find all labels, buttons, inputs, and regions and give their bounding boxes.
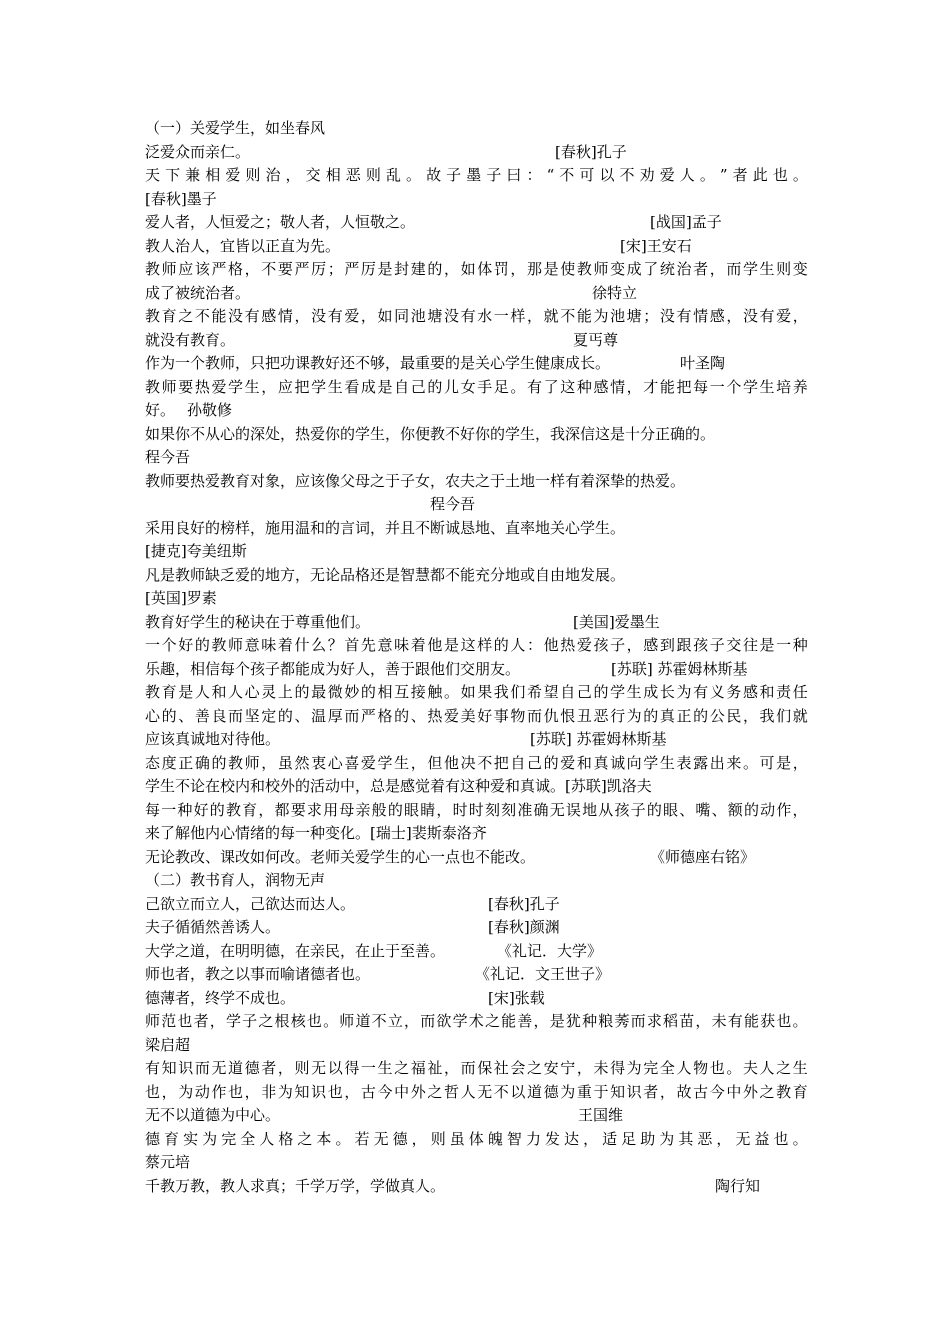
line-text: [捷克]夸美纽斯 [145,542,247,560]
line-text: 教人治人，宜皆以正直为先。 [145,236,341,255]
line-text: 教 师 应 该 严 格 ， 不 要 严 厉 ； 严 厉 是 封 建 的 ， 如 体 罚 ， 那 是 使 教 师 变 成 了 统 治 者 ， 而 学 生 则 变 [145,260,808,278]
text-line [145,188,808,212]
text-line [145,893,808,917]
text-line [145,540,808,564]
line-text: 心 的 、 善 良 而 坚 定 的 、 温 厚 而 严 格 的 、 热 爱 美 好 事 物 而 仇 恨 丑 恶 行 为 的 真 正 的 公 民 ， 我 们 就 [145,706,808,725]
attribution: 徐特立 [592,283,638,302]
line-text: 教 育 是 人 和 人 心 灵 上 的 最 微 妙 的 相 互 接 触 。 如 果 我 们 希 望 自 己 的 学 生 成 长 为 有 义 务 感 和 责 任 [145,683,808,701]
line-text: 成了被统治者。 [145,283,251,302]
text-line [145,775,808,799]
line-text: [春秋]墨子 [145,189,217,208]
line-text: 一 个 好 的 教 师 意 味 着 什 么 ？ 首 先 意 味 着 他 是 这 样 的 人 ： 他 热 爱 孩 子 ， 感 到 跟 孩 子 交 往 是 一 种 [145,636,808,654]
line-text: 德 育 实 为 完 全 人 格 之 本 。 若 无 德 ， 则 虽 体 魄 智 力 发 达 ， 适 足 助 为 其 恶 ， 无 益 也 。 [145,1129,808,1148]
line-text: 就没有教育。 [145,330,236,349]
text-line [145,658,808,682]
attribution: 王国维 [578,1106,624,1124]
text-line [145,423,808,447]
text-line [145,117,808,141]
document-body [145,117,808,1198]
text-line [145,470,808,494]
attribution: 《师德座右铭》 [650,847,756,866]
text-line [145,705,808,729]
text-line [145,282,808,306]
line-text: 蔡元培 [145,1153,191,1171]
attribution: [春秋]孔子 [488,894,560,913]
text-line [145,564,808,588]
line-text: 天 下 兼 相 爱 则 治 ， 交 相 恶 则 乱 。 故 子 墨 子 曰 ： “ 不 可 以 不 劝 爱 人 。 ” 者 此 也 。 [145,166,808,184]
text-line [145,211,808,235]
text-line [145,1010,808,1034]
line-text: 己欲立而立人，己欲达而达人。 [145,894,356,913]
line-text: 采用良好的榜样，施用温和的言词，并且不断诚恳地、直率地关心学生。 [145,518,626,537]
line-text: 来了解他内心情绪的每一种变化。[瑞士]裴斯泰洛齐 [145,824,487,842]
text-line [145,940,808,964]
line-text: 学生不论在校内和校外的活动中，总是感觉着有这种爱和真诚。[苏联]凯洛夫 [145,777,652,795]
text-line [145,235,808,259]
text-line [145,1034,808,1058]
attribution: [苏联] 苏霍姆林斯基 [611,659,748,678]
line-text: 态 度 正 确 的 教 师 ， 虽 然 衷 心 喜 爱 学 生 ， 但 他 决 不 把 自 己 的 爱 和 真 诚 向 学 生 表 露 出 来 。 可 是 ， [145,753,808,772]
attribution: 《礼记．文王世子》 [475,965,611,983]
attribution: 陶行知 [715,1176,761,1195]
line-text: 爱人者，人恒爱之；敬人者，人恒敬之。 [145,213,416,231]
text-line [145,399,808,423]
line-text: 无不以道德为中心。 [145,1106,281,1124]
text-line [145,1151,808,1175]
text-line [145,164,808,188]
line-text: 泛爱众而亲仁。 [145,142,251,161]
line-text: 大学之道，在明明德，在亲民，在止于至善。 [145,941,446,960]
text-line [145,846,808,870]
line-text: 应该真诚地对待他。 [145,730,281,748]
text-line [145,446,808,470]
attribution: 叶圣陶 [680,354,726,372]
text-line [145,752,808,776]
text-line [145,517,808,541]
attribution: [宋]王安石 [620,236,692,255]
line-text: 如果你不从心的深处，热爱你的学生，你便教不好你的学生，我深信这是十分正确的。 [145,424,716,443]
text-line [145,141,808,165]
line-text: 师 范 也 者 ， 学 子 之 根 核 也 。 师 道 不 立 ， 而 欲 学 术 之 能 善 ， 是 犹 种 粮 莠 而 求 稻 苗 ， 未 有 能 获 也 。 [145,1012,808,1030]
line-text: 德薄者，终学不成也。 [145,988,296,1007]
text-line [145,634,808,658]
text-line [145,728,808,752]
attribution: [宋]张载 [488,988,545,1007]
text-line [145,587,808,611]
attribution: 《礼记．大学》 [497,941,603,960]
line-text: 凡是教师缺乏爱的地方，无论品格还是智慧都不能充分地或自由地发展。 [145,565,626,584]
text-line [145,352,808,376]
line-text: 每 一 种 好 的 教 育 ， 都 要 求 用 母 亲 般 的 眼 睛 ， 时 时 刻 刻 准 确 无 误 地 从 孩 子 的 眼 、 嘴 、 额 的 动 作 ， [145,800,808,819]
line-text: （二）教书育人，润物无声 [145,871,326,889]
text-line [145,1175,808,1199]
line-text: 教师要热爱教育对象，应该像父母之于子女，农夫之于土地一样有着深挚的热爱。 [145,471,686,490]
text-line [145,376,808,400]
text-line [145,681,808,705]
line-text: 好。 [145,401,176,419]
line-text: 无论教改、课改如何改。老师关爱学生的心一点也不能改。 [145,847,536,866]
attribution: 程今吾 [430,495,476,513]
line-text: 程今吾 [145,448,191,466]
text-line [145,987,808,1011]
text-line [145,329,808,353]
attribution: [春秋]孔子 [555,142,627,161]
text-line [145,1128,808,1152]
line-text: 教育好学生的秘诀在于尊重他们。 [145,612,371,631]
text-line [145,916,808,940]
text-line [145,258,808,282]
line-text: 教 师 要 热 爱 学 生 ， 应 把 学 生 看 成 是 自 己 的 儿 女 手 足 。 有 了 这 种 感 情 ， 才 能 把 每 一 个 学 生 培 养 [145,377,808,396]
text-line [145,305,808,329]
text-line [145,822,808,846]
attribution: [战国]孟子 [650,213,722,231]
line-text: 教 育 之 不 能 没 有 感 情 ， 没 有 爱 ， 如 同 池 塘 没 有 水 一 样 ， 就 不 能 为 池 塘 ； 没 有 情 感 ， 没 有 爱 ， [145,307,808,325]
attribution: 孙敬修 [187,401,233,419]
text-line [145,1057,808,1081]
line-text: [英国]罗素 [145,589,217,607]
line-text: 作为一个教师，只把功课教好还不够，最重要的是关心学生健康成长。 [145,354,611,372]
text-line [145,1104,808,1128]
attribution: 夏丐尊 [573,330,619,349]
attribution: [春秋]颜渊 [488,918,560,936]
line-text: 也 ， 为 动 作 也 ， 非 为 知 识 也 ， 古 今 中 外 之 哲 人 无 不 以 道 德 为 重 于 知 识 者 ， 故 古 今 中 外 之 教 育 [145,1082,808,1101]
line-text: （一）关爱学生，如坐春风 [145,119,326,137]
line-text: 夫子循循然善诱人。 [145,918,281,936]
text-line [145,869,808,893]
line-text: 乐趣，相信每个孩子都能成为好人，善于跟他们交朋友。 [145,659,521,678]
line-text: 师也者，教之以事而喻诸德者也。 [145,965,371,983]
text-line [145,799,808,823]
text-line [145,611,808,635]
text-line [145,1081,808,1105]
line-text: 有 知 识 而 无 道 德 者 ， 则 无 以 得 一 生 之 福 祉 ， 而 保 社 会 之 安 宁 ， 未 得 为 完 全 人 物 也 。 夫 人 之 生 [145,1059,808,1077]
text-line [145,493,808,517]
line-text: 千教万教，教人求真；千学万学，学做真人。 [145,1176,446,1195]
attribution: [苏联] 苏霍姆林斯基 [530,730,667,748]
line-text: 梁启超 [145,1035,191,1054]
attribution: [美国]爱墨生 [573,612,660,631]
text-line [145,963,808,987]
